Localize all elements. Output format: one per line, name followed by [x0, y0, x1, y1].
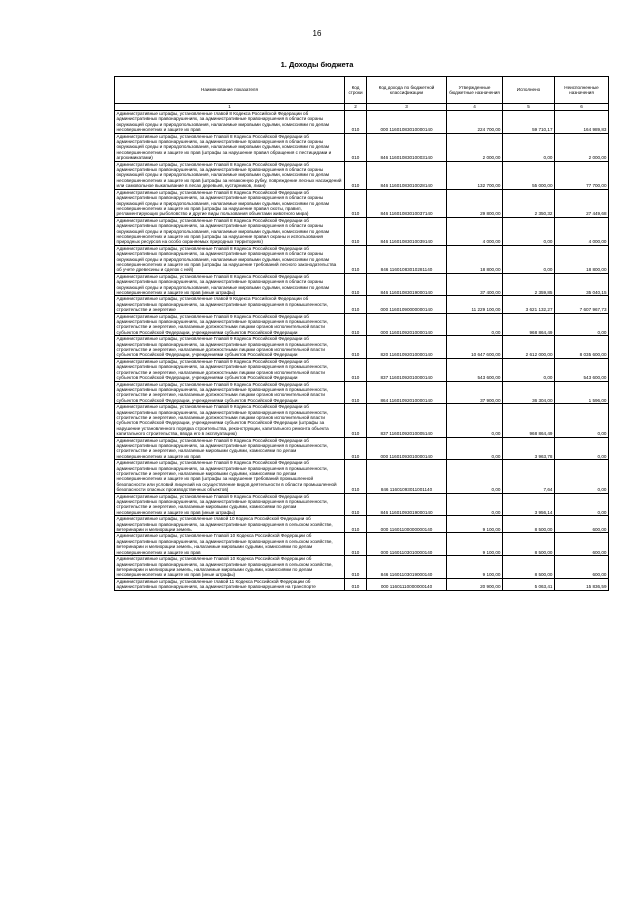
row-code: 010: [345, 245, 367, 273]
row-kbk: 000 11601100000000140: [367, 516, 447, 533]
row-rest: 15 836,59: [555, 578, 609, 590]
table-row: [115, 161, 609, 189]
row-code: 010: [345, 533, 367, 556]
table-row: [115, 381, 609, 404]
row-plan: 37 900,00: [447, 381, 503, 404]
row-done: 2 350,32: [503, 189, 555, 217]
row-rest: 1 596,00: [555, 381, 609, 404]
row-plan: 0,00: [447, 460, 503, 493]
row-code: 010: [345, 381, 367, 404]
row-plan: 132 700,00: [447, 161, 503, 189]
row-done: 0,00: [503, 133, 555, 161]
row-done: 0,00: [503, 217, 555, 245]
row-code: 010: [345, 493, 367, 516]
row-name: Административные штрафы, установленные главой 11 Кодекса Российской Федерации об административных правонарушениях, за административные правонарушения на транспорте: [115, 578, 345, 590]
row-done: 0,00: [503, 358, 555, 381]
row-name: Административные штрафы, установленные Главой 9 Кодекса Российской Федерации об административных правонарушениях, за административные правонарушения в промышленности, строительстве и энергетике, налагаемые мировыми судьями, комиссиями по делам несовершеннолетних и защите их прав: [115, 437, 345, 460]
row-plan: 4 000,00: [447, 217, 503, 245]
table-row: [115, 296, 609, 313]
row-rest: 8 035 600,00: [555, 336, 609, 359]
row-code: 010: [345, 336, 367, 359]
row-done: 968 864,49: [503, 404, 555, 437]
row-name: Административные штрафы, установленные Главой 9 Кодекса Российской Федерации об административных правонарушениях, за административные правонарушения в промышленности, строительстве и энергетике, налагаемые должностными лицами органов исполнительной власти субъектов Российской Федерации, учреждениями субъектов Российской Федерации: [115, 336, 345, 359]
row-done: 0,00: [503, 245, 555, 273]
table-row: [115, 404, 609, 437]
row-rest: 0,00: [555, 313, 609, 336]
row-done: 3 956,14: [503, 493, 555, 516]
header-code: Код строки: [345, 77, 367, 104]
row-kbk: 864 11601092010000140: [367, 381, 447, 404]
column-number: 1: [115, 104, 345, 111]
row-kbk: 000 11601110000000140: [367, 578, 447, 590]
row-name: Административные штрафы, установленные главой 10 Кодекса Российской Федерации об административных правонарушениях, за административные правонарушения в сельском хозяйстве, ветеринарии и мелиорации земель: [115, 516, 345, 533]
table-row: [115, 516, 609, 533]
row-plan: 543 600,00: [447, 358, 503, 381]
row-plan: 0,00: [447, 493, 503, 516]
row-name: Административные штрафы, установленные главой 8 Кодекса Российской Федерации об административных правонарушениях, за административные правонарушения в области охраны окружающей среды и природопользования, налагаемые мировыми судьями, комиссиями по делам несовершеннолетних и защите их прав: [115, 111, 345, 134]
header-kbk: Код дохода по бюджетной классификации: [367, 77, 447, 104]
row-code: 010: [345, 404, 367, 437]
row-done: 55 000,00: [503, 161, 555, 189]
row-done: 8 500,00: [503, 556, 555, 579]
row-name: Административные штрафы, установленные Главой 10 Кодекса Российской Федерации об административных правонарушениях, за административные правонарушения в сельском хозяйстве, ветеринарии и мелиорации земель, налагаемые мировыми судьями, комиссиями по делам несовершеннолетних и защите их прав (иные штрафы): [115, 556, 345, 579]
row-kbk: 846 11601083010037140: [367, 189, 447, 217]
row-kbk: 000 11601093010000140: [367, 437, 447, 460]
row-kbk: 000 11601103010000140: [367, 533, 447, 556]
row-rest: 18 800,00: [555, 245, 609, 273]
row-code: 010: [345, 217, 367, 245]
row-kbk: 846 11601083010003140: [367, 133, 447, 161]
row-plan: 0,00: [447, 437, 503, 460]
row-name: Административные штрафы, установленные Главой 8 Кодекса Российской Федерации об административных правонарушениях, за административные правонарушения в области охраны окружающей среды и природопользования, налагаемые мировыми судьями, комиссиями по делам несовершеннолетних и защите их прав (штрафы за нарушение правил охоты, правил, регламентирующих рыболовство и другие виды пользования объектами животного мира): [115, 189, 345, 217]
row-code: 010: [345, 273, 367, 296]
row-rest: 543 600,00: [555, 358, 609, 381]
row-plan: 18 800,00: [447, 245, 503, 273]
column-number: 4: [447, 104, 503, 111]
row-code: 010: [345, 189, 367, 217]
row-kbk: 846 11601093011001140: [367, 460, 447, 493]
row-name: Административные штрафы, установленные главой 9 Кодекса Российской Федерации об административных правонарушениях, за административные правонарушения в промышленности, строительстве и энергетике: [115, 296, 345, 313]
row-kbk: 846 11601083019000140: [367, 273, 447, 296]
table-row: [115, 493, 609, 516]
row-rest: 0,00: [555, 437, 609, 460]
row-rest: 77 700,00: [555, 161, 609, 189]
table-row: [115, 111, 609, 134]
row-done: 3 621 132,27: [503, 296, 555, 313]
row-kbk: 820 11601092010000140: [367, 336, 447, 359]
row-name: Административные штрафы, установленные Главой 9 Кодекса Российской Федерации об административных правонарушениях, за административные правонарушения в промышленности, строительстве и энергетике, налагаемые должностными лицами органов исполнительной власти субъектов Российской Федерации, учреждениями субъектов Российской Федерации (штрафы за нарушение установленного порядка строительства, реконструкции, капитального ремонта объекта капитального строительства, ввода его в эксплуатацию): [115, 404, 345, 437]
table-row: [115, 133, 609, 161]
table-body: [115, 111, 609, 591]
row-name: Административные штрафы, установленные Главой 8 Кодекса Российской Федерации об административных правонарушениях, за административные правонарушения в области охраны окружающей среды и природопользования, налагаемые мировыми судьями, комиссиями по делам несовершеннолетних и защите их прав (иные штрафы): [115, 273, 345, 296]
row-code: 010: [345, 578, 367, 590]
page-number: 16: [312, 29, 322, 38]
column-number: 5: [503, 104, 555, 111]
row-rest: 0,00: [555, 404, 609, 437]
row-code: 010: [345, 358, 367, 381]
row-name: Административные штрафы, установленные Главой 8 Кодекса Российской Федерации об административных правонарушениях, за административные правонарушения в области охраны окружающей среды и природопользования, налагаемые мировыми судьями, комиссиями по делам несовершеннолетних и защите их прав (штрафы за нарушение правил обращения с пестицидами и агрохимикатами): [115, 133, 345, 161]
row-rest: 600,00: [555, 556, 609, 579]
row-done: 8 500,00: [503, 516, 555, 533]
header-name: Наименование показателя: [115, 77, 345, 104]
row-code: 010: [345, 556, 367, 579]
row-code: 010: [345, 313, 367, 336]
row-plan: 9 100,00: [447, 533, 503, 556]
header-done: Исполнено: [503, 77, 555, 104]
table-row: [115, 273, 609, 296]
row-code: 010: [345, 460, 367, 493]
row-rest: 600,00: [555, 516, 609, 533]
table-row: [115, 556, 609, 579]
row-kbk: 837 11601092010005140: [367, 404, 447, 437]
table-header-row: [115, 77, 609, 104]
row-plan: 2 000,00: [447, 133, 503, 161]
row-code: 010: [345, 133, 367, 161]
row-plan: 0,00: [447, 404, 503, 437]
row-code: 010: [345, 516, 367, 533]
row-done: 2 612 000,00: [503, 336, 555, 359]
row-rest: 0,00: [555, 493, 609, 516]
table-row: [115, 217, 609, 245]
column-number: 2: [345, 104, 367, 111]
row-plan: 29 800,00: [447, 189, 503, 217]
table-row: [115, 313, 609, 336]
table-row: [115, 336, 609, 359]
budget-income-table: [114, 76, 609, 591]
header-rest: Неисполненные назначения: [555, 77, 609, 104]
row-plan: 9 100,00: [447, 516, 503, 533]
row-name: Административные штрафы, установленные Главой 8 Кодекса Российской Федерации об административных правонарушениях, за административные правонарушения в области охраны окружающей среды и природопользования, налагаемые мировыми судьями, комиссиями по делам несовершеннолетних и защите их прав (штрафы за нарушение требований лесного законодательства об учете древесины и сделок с ней): [115, 245, 345, 273]
row-name: Административные штрафы, установленные Главой 9 Кодекса Российской Федерации об административных правонарушениях, за административные правонарушения в промышленности, строительстве и энергетике, налагаемые должностными лицами органов исполнительной власти субъектов Российской Федерации, учреждениями субъектов Российской Федерации: [115, 313, 345, 336]
row-name: Административные штрафы, установленные Главой 10 Кодекса Российской Федерации об административных правонарушениях, за административные правонарушения в сельском хозяйстве, ветеринарии и мелиорации земель, налагаемые мировыми судьями, комиссиями по делам несовершеннолетних и защите их прав: [115, 533, 345, 556]
table-row: [115, 245, 609, 273]
table-row: [115, 358, 609, 381]
row-plan: 11 229 100,00: [447, 296, 503, 313]
row-name: Административные штрафы, установленные Главой 9 Кодекса Российской Федерации об административных правонарушениях, за административные правонарушения в промышленности, строительстве и энергетике, налагаемые должностными лицами органов исполнительной власти субъектов Российской Федерации, учреждениями субъектов Российской Федерации: [115, 358, 345, 381]
row-plan: 0,00: [447, 313, 503, 336]
row-name: Административные штрафы, установленные Главой 9 Кодекса Российской Федерации об административных правонарушениях, за административные правонарушения в промышленности, строительстве и энергетике, налагаемые должностными лицами органов исполнительной власти субъектов Российской Федерации, учреждениями субъектов Российской Федерации: [115, 381, 345, 404]
row-kbk: 846 11601103019000140: [367, 556, 447, 579]
row-plan: 10 647 600,00: [447, 336, 503, 359]
row-rest: 35 040,15: [555, 273, 609, 296]
row-plan: 9 100,00: [447, 556, 503, 579]
row-done: 8 500,00: [503, 533, 555, 556]
table-row: [115, 578, 609, 590]
row-done: 36 304,00: [503, 381, 555, 404]
row-rest: 27 449,68: [555, 189, 609, 217]
row-done: 2 359,85: [503, 273, 555, 296]
row-done: 968 864,49: [503, 313, 555, 336]
row-done: 59 710,17: [503, 111, 555, 134]
row-rest: 7 607 967,73: [555, 296, 609, 313]
row-rest: 164 989,83: [555, 111, 609, 134]
row-kbk: 846 11601093019000140: [367, 493, 447, 516]
table-row: [115, 460, 609, 493]
row-rest: 2 000,00: [555, 133, 609, 161]
row-code: 010: [345, 437, 367, 460]
row-name: Административные штрафы, установленные Главой 8 Кодекса Российской Федерации об административных правонарушениях, за административные правонарушения в области охраны окружающей среды и природопользования, налагаемые мировыми судьями, комиссиями по делам несовершеннолетних и защите их прав (штрафы за незаконную рубку, повреждение лесных насаждений или самовольное выкапывание в лесах деревьев, кустарников, лиан): [115, 161, 345, 189]
column-number-row: [115, 104, 609, 111]
row-name: Административные штрафы, установленные Главой 8 Кодекса Российской Федерации об административных правонарушениях, за административные правонарушения в области охраны окружающей среды и природопользования, налагаемые мировыми судьями, комиссиями по делам несовершеннолетних и защите их прав (штрафы за нарушение правил охраны и использования природных ресурсов на особо охраняемых природных территориях): [115, 217, 345, 245]
row-rest: 600,00: [555, 533, 609, 556]
row-code: 010: [345, 296, 367, 313]
row-rest: 0,00: [555, 460, 609, 493]
row-code: 010: [345, 161, 367, 189]
row-kbk: 837 11601092010000140: [367, 358, 447, 381]
row-plan: 20 900,00: [447, 578, 503, 590]
row-plan: 37 400,00: [447, 273, 503, 296]
row-kbk: 846 11601083010039140: [367, 217, 447, 245]
row-plan: 224 700,00: [447, 111, 503, 134]
row-kbk: 000 11601083010000140: [367, 111, 447, 134]
row-kbk: 000 11601090000000140: [367, 296, 447, 313]
table-row: [115, 533, 609, 556]
table-row: [115, 189, 609, 217]
row-name: Административные штрафы, установленные Главой 9 Кодекса Российской Федерации об административных правонарушениях, за административные правонарушения в промышленности, строительстве и энергетике, налагаемые мировыми судьями, комиссиями по делам несовершеннолетних и защите их прав (штрафы за нарушение требований промышленной безопасности или условий лицензий на осуществление видов деятельности в области промышленной безопасности опасных производственных объектов): [115, 460, 345, 493]
row-name: Административные штрафы, установленные Главой 9 Кодекса Российской Федерации об административных правонарушениях, за административные правонарушения в промышленности, строительстве и энергетике, налагаемые мировыми судьями, комиссиями по делам несовершеннолетних и защите их прав (иные штрафы): [115, 493, 345, 516]
row-kbk: 000 11601092010000140: [367, 313, 447, 336]
row-kbk: 846 11601083010028140: [367, 161, 447, 189]
row-done: 7,64: [503, 460, 555, 493]
header-plan: Утвержденные бюджетные назначения: [447, 77, 503, 104]
column-number: 3: [367, 104, 447, 111]
table-row: [115, 437, 609, 460]
page-title: 1. Доходы бюджета: [280, 60, 354, 69]
column-number: 6: [555, 104, 609, 111]
row-rest: 4 000,00: [555, 217, 609, 245]
row-done: 5 063,41: [503, 578, 555, 590]
row-done: 3 963,78: [503, 437, 555, 460]
row-code: 010: [345, 111, 367, 134]
row-kbk: 846 11601083010281140: [367, 245, 447, 273]
